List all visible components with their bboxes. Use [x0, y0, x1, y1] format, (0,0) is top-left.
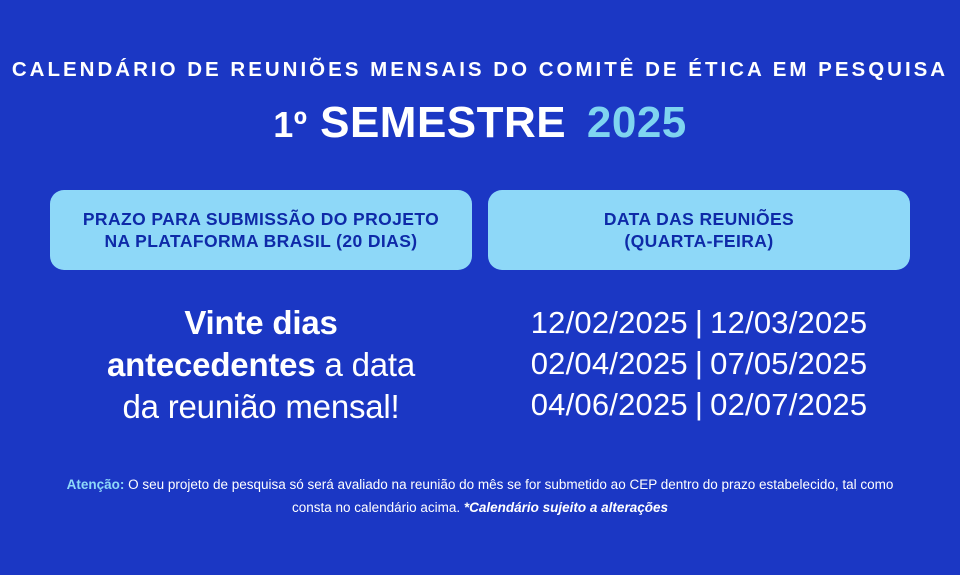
deadline-strong-1: Vinte dias — [184, 303, 338, 341]
title-main: SEMESTRE — [320, 97, 567, 147]
dates-row — [488, 384, 910, 425]
dates-row — [488, 343, 910, 384]
column-headers — [0, 190, 960, 270]
column-deadline-text — [50, 302, 472, 428]
deadline-strong-2: antecedentes — [106, 345, 316, 383]
footnote — [0, 474, 960, 519]
poster-kicker: CALENDÁRIO DE REUNIÕES MENSAIS DO COMITÊ DE ÉTICA EM PESQUISA — [11, 58, 949, 81]
title-year: 2025 — [586, 97, 687, 147]
pill-submission-line2 — [104, 230, 417, 252]
footnote-text: O seu projeto de pesquisa só será avaliado na reunião do mês se for submetido ao CEP dentro do prazo estabelecido, tal como consta no calendário acima. — [124, 477, 894, 515]
deadline-line-1 — [50, 302, 472, 344]
deadline-rest-2: a data — [315, 345, 416, 383]
footnote-label: Atenção: — [66, 477, 125, 493]
pill-submission-days: (20 DIAS) — [336, 230, 418, 251]
poster-columns — [0, 302, 960, 428]
pill-meeting-dates — [488, 190, 910, 270]
deadline-line-2 — [50, 344, 472, 386]
pill-submission-deadline — [50, 190, 472, 270]
poster-header — [0, 0, 960, 147]
pill-meeting-line2: (QUARTA-FEIRA) — [624, 230, 774, 251]
date-separator: | — [694, 345, 704, 381]
title-ordinal: 1º — [273, 103, 308, 145]
pill-submission-line2-text: NA PLATAFORMA BRASIL — [104, 230, 337, 251]
date-separator: | — [694, 386, 704, 422]
deadline-line-3: da reunião mensal! — [122, 387, 400, 425]
date-separator: | — [694, 303, 704, 339]
page-title — [0, 99, 960, 147]
dates-row — [488, 302, 910, 343]
date-value: 02/07/2025 — [710, 387, 868, 423]
date-value: 12/03/2025 — [710, 304, 868, 340]
column-meeting-dates — [488, 302, 910, 428]
pill-meeting-line1: DATA DAS REUNIÕES — [603, 208, 795, 229]
pill-submission-line1: PRAZO PARA SUBMISSÃO DO PROJETO — [82, 208, 440, 229]
date-value: 04/06/2025 — [530, 387, 688, 423]
footnote-disclaimer: *Calendário sujeito a alterações — [463, 499, 668, 515]
date-value: 12/02/2025 — [530, 304, 688, 340]
date-value: 02/04/2025 — [530, 346, 688, 382]
date-value: 07/05/2025 — [710, 346, 868, 382]
